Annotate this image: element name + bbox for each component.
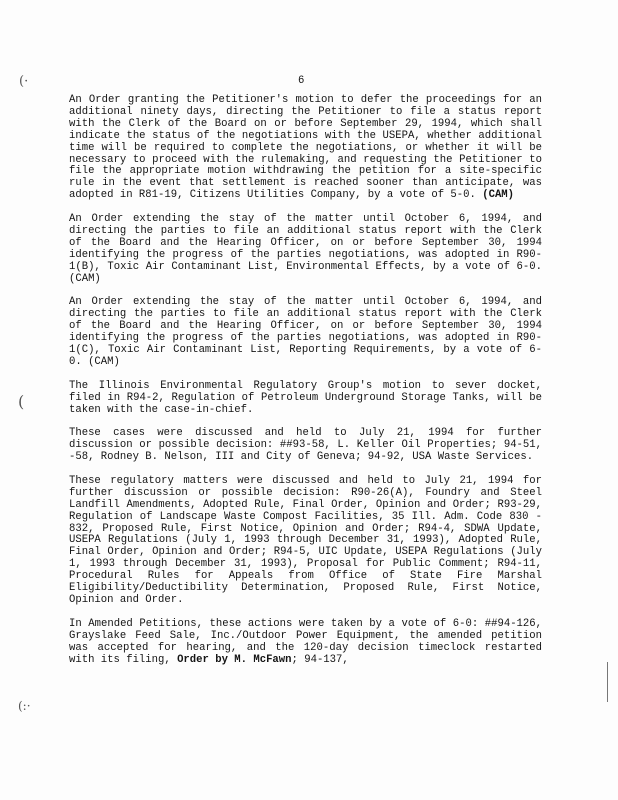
page-number: 6 [298,75,305,87]
paragraph-text: An Order extending the stay of the matter until October 6, 1994, and directing the parties to file an additional status report with the Clerk of the Board and the Hearing Officer, on or before September 30, 1994 identifying the progress of the parties negotiations, was adopted in R90-1(C), Toxic Air Contaminant List, Reporting Requirements, by a vote of 6-0. (CAM) [69,296,542,368]
paragraph-text: These cases were discussed and held to July 21, 1994 for further discussion or possible decision: ##93-58, L. Keller Oil Properties; 94-51, -58, Rodney B. Nelson, III and City of Geneva; 94-92, USA Waste Services. [69,427,542,464]
paragraph-text: ; 94-137, [291,653,349,666]
margin-mark-top: (· [19,74,29,89]
paragraph-text: These regulatory matters were discussed and held to July 21, 1994 for further discussion or possible decision: R90-26(A), Foundry and Steel Landfill Amendments, Adopted Rule, Final Order, Opinion and Order; R93-29, Regulation of Landscape Waste Compost Facilities, 35 Ill. Adm. Code 830 - 832, Proposed Rule, First Notice, Opinion and Order; R94-4, SDWA Update, USEPA Regulations (July 1, 1993 through December 31, 1993), Adopted Rule, Final Order, Opinion and Order; R94-5, UIC Update, USEPA Regulations (July 1, 1993 through December 31, 1993), Proposal for Public Comment; R94-11, Procedural Rules for Appeals from Office of State Fire Marshal Eligibility/Deductibility Determination, Proposed Rule, First Notice, Opinion and Order. [69,474,542,606]
paragraph [69,381,542,417]
margin-mark-bottom: (:· [18,699,31,713]
paragraph [69,214,542,285]
paragraph [69,297,542,368]
bold-text: (CAM) [482,189,515,202]
paragraph-text: An Order extending the stay of the matter until October 6, 1994, and directing the parties to file an additional status report with the Clerk of the Board and the Hearing Officer, on or before September 30, 1994 identifying the progress of the parties negotiations, was adopted in R90-1(B), Toxic Air Contaminant List, Environmental Effects, by a vote of 6-0. (CAM) [69,213,542,285]
edge-tick [607,662,608,702]
paragraph-text: In Amended Petitions, these actions were taken by a vote of 6-0: ##94-126, Grayslake Feed Sale, Inc./Outdoor Power Equipment, the amended petition was accepted for hearing, and the 120-day decision timeclock restarted with its filing, [69,617,542,666]
paragraph [69,476,542,607]
paragraph-text: An Order granting the Petitioner's motion to defer the proceedings for an additional ninety days, directing the Petitioner to file a status report with the Clerk of the Board on or before September 29, 1994, which shall indicate the status of the negotiations with the USEPA, whether additional time will be required to complete the negotiations, or whether it will be necessary to proceed with the rulemaking, and requesting the Petitioner to file the appropriate motion withdrawing the petition for a site-specific rule in the event that settlement is reached sooner than anticipate, was adopted in R81-19, Citizens Utilities Company, by a vote of 5-0. [69,94,542,202]
document-body [69,95,542,666]
paragraph [69,619,542,667]
paragraph [69,428,542,464]
paragraph-text: The Illinois Environmental Regulatory Group's motion to sever docket, filed in R94-2, Regulation of Petroleum Underground Storage Tanks, will be taken with the case-in-chief. [69,379,542,416]
bold-text: Order by M. McFawn [177,653,292,666]
margin-mark-middle: ( [18,392,25,411]
paragraph [69,95,542,202]
